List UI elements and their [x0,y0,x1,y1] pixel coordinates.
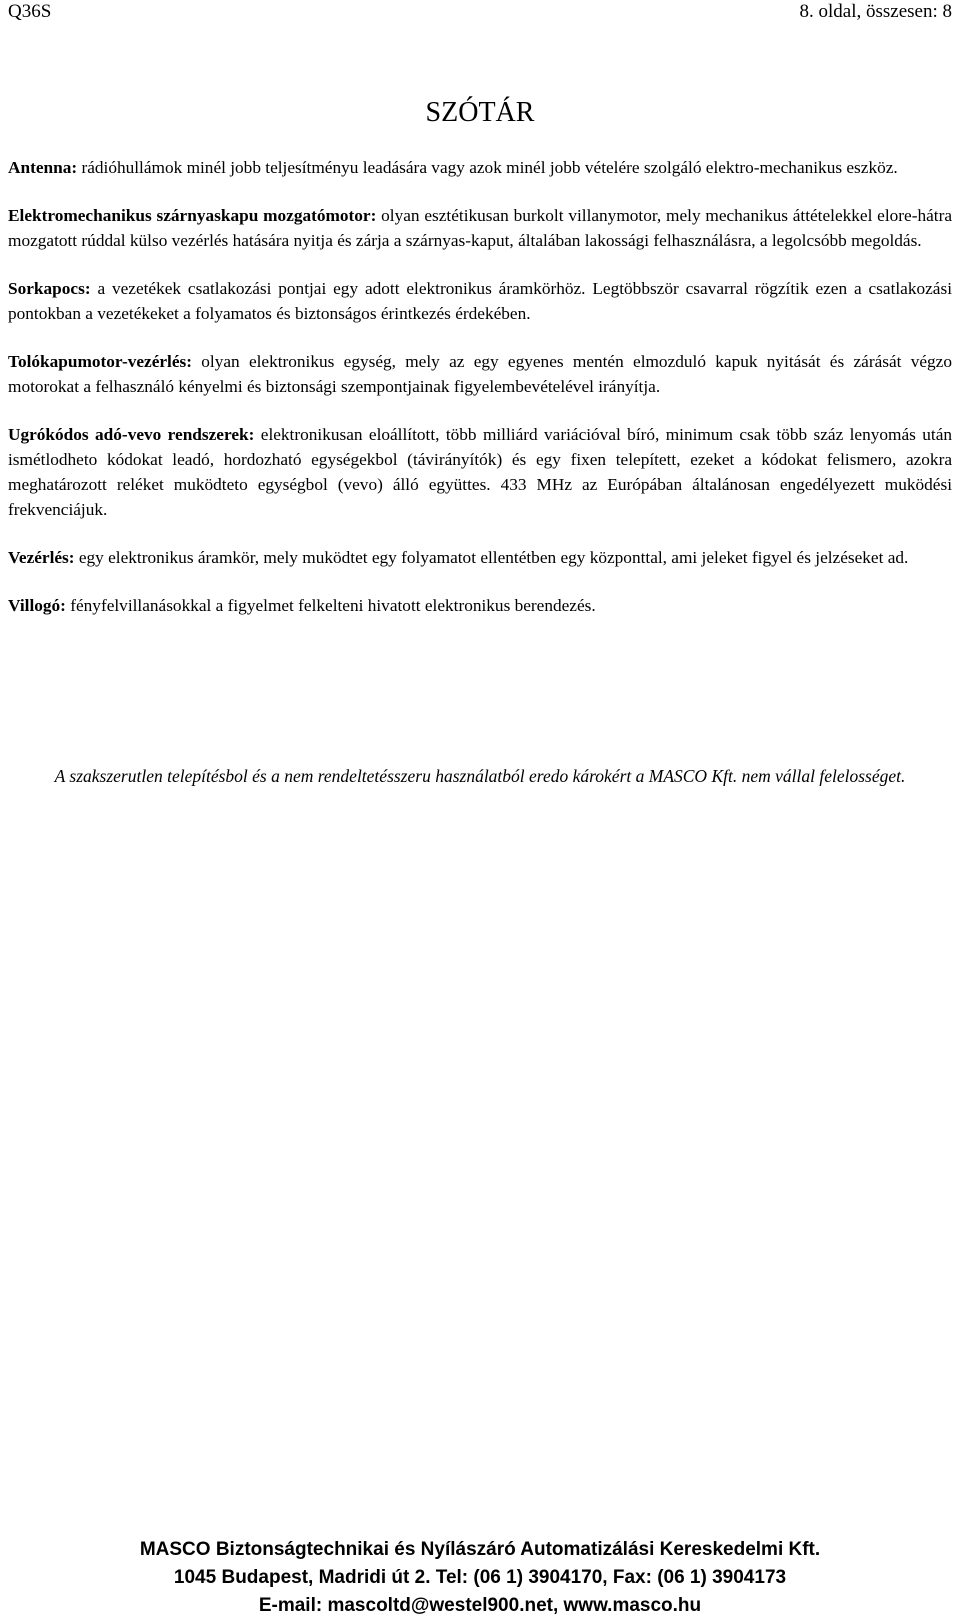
glossary-term: Elektromechanikus szárnyaskapu mozgatómotor: [8,206,377,225]
glossary-entry-terminal-block [8,276,952,326]
glossary-term: Vezérlés: [8,548,75,567]
glossary-entry-gate-motor [8,203,952,253]
page-title: SZÓTÁR [425,97,535,128]
glossary [8,155,952,641]
page-number: 8. oldal, összesen: 8 [799,1,952,22]
footer-address: 1045 Budapest, Madridi út 2. Tel: (06 1) 3904170, Fax: (06 1) 3904173 [173,1567,787,1588]
glossary-term: Sorkapocs: [8,279,91,298]
glossary-entry-rolling-code [8,422,952,522]
glossary-definition: olyan elektronikus egység, mely az egy egyenes mentén elmozduló kapuk nyitását és zárását végzo motorokat a felhasználó kényelmi és biztonsági szempontjainak figyelembevételével irányítja. [8,352,952,396]
glossary-term: Villogó: [8,596,66,615]
glossary-definition: olyan esztétikusan burkolt villanymotor, mely mechanikus áttételekkel elore-hátra mozgatott rúddal külso vezérlés hatására nyitja és zárja a szárnyas-kaput, általában lakossági felhasználásra, a legolcsóbb megoldás. [8,206,952,250]
disclaimer: A szakszerutlen telepítésbol és a nem rendeltetésszeru használatból eredo károkért a MASCO Kft. nem vállal felelosséget. [54,766,906,786]
footer-contact: E-mail: mascoltd@westel900.net, www.masco.hu [258,1595,702,1616]
glossary-definition: elektronikusan eloállított, több milliárd variációval bíró, minimum csak több száz lenyomás után ismétlodheto kódokat leadó, hordozható egységekbol (távirányítók) és egy fixen telepített, ezeket a kódokat felismero, azokra meghatározott reléket muködteto egységbol (vevo) álló együttes. 433 MHz az Európában általánosan engedélyezett muködési frekvenciájuk. [8,425,953,519]
glossary-entry-antenna [8,155,952,180]
glossary-term: Ugrókódos adó-vevo rendszerek: [8,425,255,444]
glossary-term: Antenna: [8,158,78,177]
glossary-term: Tolókapumotor-vezérlés: [8,352,192,371]
footer-company: MASCO Biztonságtechnikai és Nyílászáró Automatizálási Kereskedelmi Kft. [139,1539,821,1560]
glossary-entry-sliding-gate-control [8,349,952,399]
page-footer [0,1536,960,1620]
document-code: Q36S [8,1,52,22]
glossary-definition: a vezetékek csatlakozási pontjai egy adott elektronikus áramkörhöz. Legtöbbször csavarral rögzítik ezen a csatlakozási pontokban a vezetékeket a folyamatos és biztonságos érintkezés érdekében. [8,279,952,323]
glossary-definition: fényfelvillanásokkal a figyelmet felkelteni hivatott elektronikus berendezés. [65,596,596,615]
page-header [8,0,952,28]
glossary-entry-flasher [8,593,952,618]
glossary-entry-control [8,545,952,570]
glossary-definition: egy elektronikus áramkör, mely muködtet egy folyamatot ellentétben egy központtal, ami jeleket figyel és jelzéseket ad. [74,548,909,567]
glossary-definition: rádióhullámok minél jobb teljesítményu leadására vagy azok minél jobb vételére szolgáló elektro-mechanikus eszköz. [77,158,898,177]
